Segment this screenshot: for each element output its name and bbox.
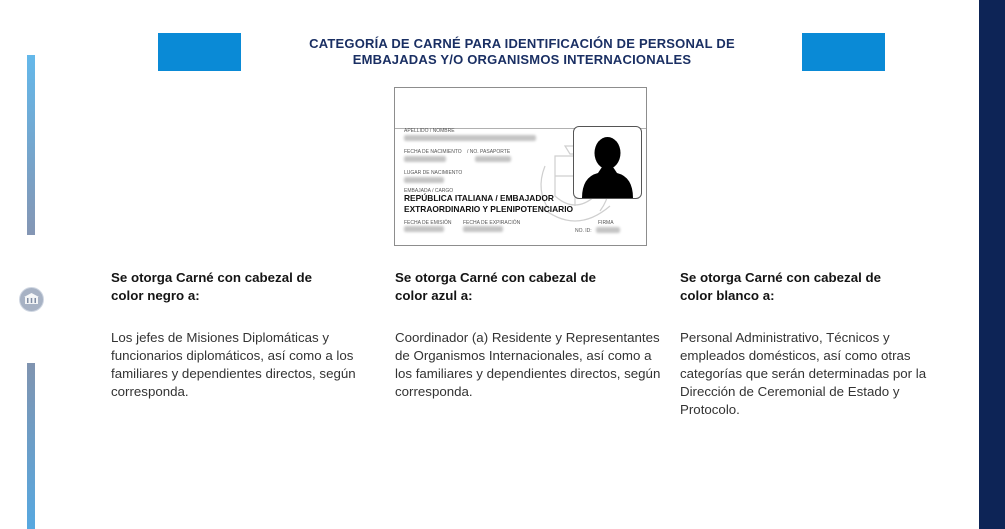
label-passport: / NO. PASAPORTE (467, 149, 511, 155)
seal-icon (19, 287, 44, 312)
right-navy-stripe (979, 0, 1005, 529)
left-accent-bar-top (27, 55, 35, 235)
heading-line-1: Se otorga Carné con cabezal de (395, 270, 596, 285)
label-issue-date: FECHA DE EMISIÓN (404, 220, 452, 226)
value-id-number-redacted (596, 227, 620, 233)
heading-line-1: Se otorga Carné con cabezal de (680, 270, 881, 285)
heading-line-1: Se otorga Carné con cabezal de (111, 270, 312, 285)
category-column-black (111, 269, 381, 401)
label-name: APELLIDO / NOMBRE (404, 128, 455, 134)
left-accent-bar-bottom (27, 363, 35, 529)
title-line-1: CATEGORÍA DE CARNÉ PARA IDENTIFICACIÓN DE PERSONAL DE (309, 36, 735, 51)
value-expiry-date-redacted (463, 226, 503, 232)
label-embassy: EMBAJADA / CARGO (404, 188, 454, 194)
card-header (395, 88, 646, 129)
person-silhouette-icon (573, 126, 642, 199)
category-heading (111, 269, 381, 305)
value-name-redacted (404, 135, 536, 141)
label-birthplace: LUGAR DE NACIMIENTO (404, 170, 463, 176)
label-id-number: NO. ID: (575, 228, 592, 234)
category-column-white (680, 269, 950, 419)
header-accent-right (802, 33, 885, 71)
embassy-line-2: EXTRAORDINARIO Y PLENIPOTENCIARIO (404, 204, 574, 214)
header-accent-left (158, 33, 241, 71)
label-signature: FIRMA (598, 220, 614, 226)
id-card-sample (394, 87, 647, 246)
category-heading (680, 269, 950, 305)
heading-line-2: color negro a: (111, 288, 200, 303)
category-description: Coordinador (a) Residente y Representantes de Organismos Internacionales, así como a los familiares y dependientes directos, según corresponda. (395, 330, 661, 399)
label-birth-date: FECHA DE NACIMIENTO (404, 149, 462, 155)
value-passport-redacted (475, 156, 511, 162)
heading-line-2: color blanco a: (680, 288, 775, 303)
heading-line-2: color azul a: (395, 288, 473, 303)
label-expiry-date: FECHA DE EXPIRACIÓN (463, 220, 521, 226)
page-title (262, 36, 782, 68)
category-heading (395, 269, 665, 305)
value-birthplace-redacted (404, 177, 444, 183)
value-issue-date-redacted (404, 226, 444, 232)
category-description: Los jefes de Misiones Diplomáticas y funcionarios diplomáticos, así como a los familiares y dependientes directos, según corresponda. (111, 330, 356, 399)
value-birth-date-redacted (404, 156, 446, 162)
category-description: Personal Administrativo, Técnicos y empleados domésticos, así como otras categorías que serán determinadas por la Dirección de Ceremonial de Estado y Protocolo. (680, 330, 927, 417)
category-column-blue (395, 269, 665, 401)
title-line-2: EMBAJADAS Y/O ORGANISMOS INTERNACIONALES (352, 52, 692, 67)
embassy-line-1: REPÚBLICA ITALIANA / EMBAJADOR (404, 193, 554, 203)
